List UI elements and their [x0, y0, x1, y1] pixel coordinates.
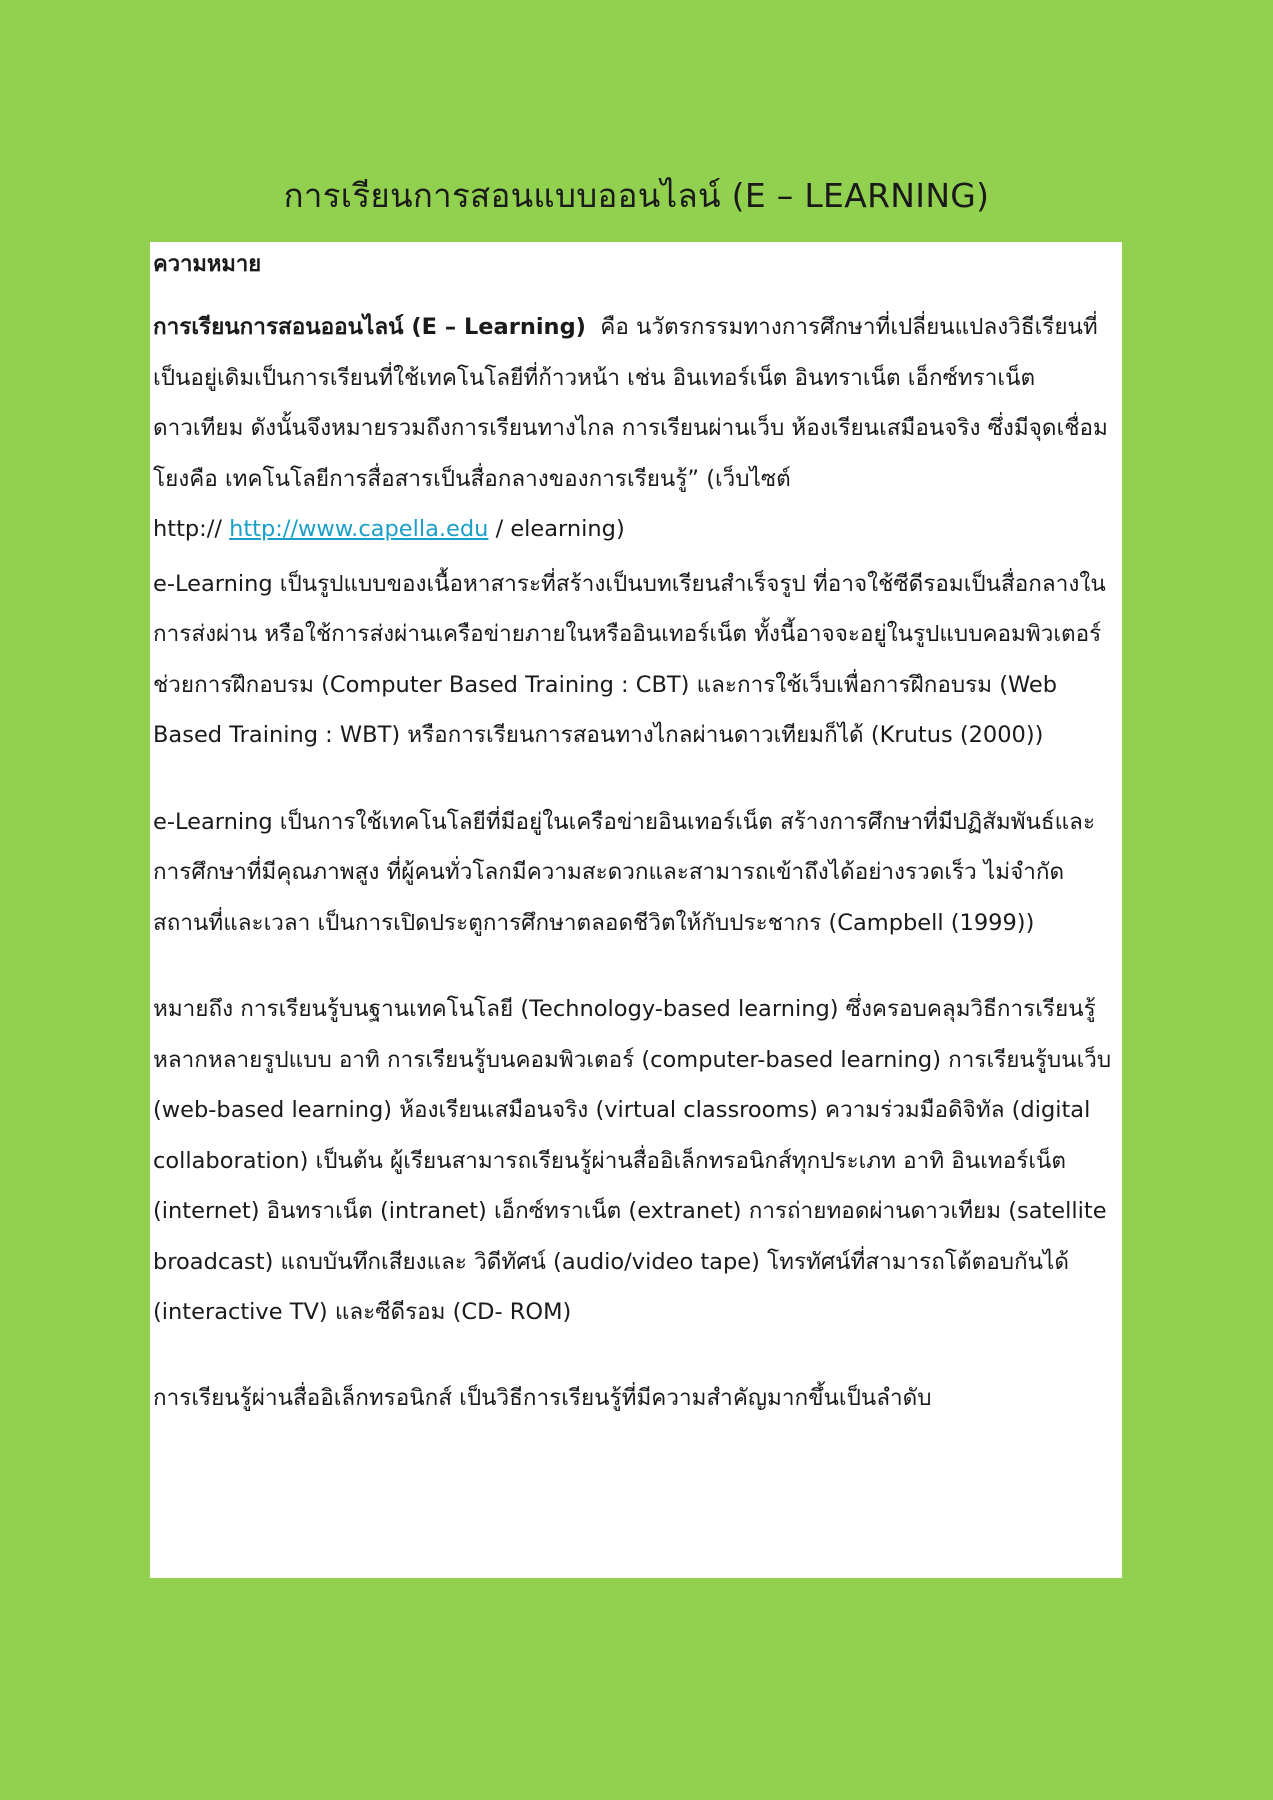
- capella-link[interactable]: http://www.capella.edu: [229, 516, 489, 542]
- section-heading: ความหมาย: [153, 252, 262, 277]
- paragraph-krutus: e-Learning เป็นรูปแบบของเนื้อหาสาระที่สร้างเป็นบทเรียนสำเร็จรูป ที่อาจใช้ซีดีรอมเป็นสื่อกลางในการส่งผ่าน หรือใช้การส่งผ่านเครือข่ายภายในหรืออินเทอร์เน็ต ทั้งนี้อาจจะอยู่ในรูปแบบคอมพิวเตอร์ช่วยการฝึกอบรม (Computer Based Training : CBT) และการใช้เว็บเพื่อการฝึกอบรม (Web Based Training : WBT) หรือการเรียนการสอนทางไกลผ่านดาวเทียมก็ได้ (Krutus (2000)): [153, 570, 1106, 748]
- definition-term: การเรียนการสอนออนไลน์ (E – Learning): [153, 314, 586, 340]
- definition-paragraph: [153, 302, 1114, 555]
- page-title: การเรียนการสอนแบบออนไลน์ (E – LEARNING): [283, 176, 990, 215]
- content-box: [150, 242, 1122, 1578]
- paragraph-campbell: e-Learning เป็นการใช้เทคโนโลยีที่มีอยู่ในเครือข่ายอินเทอร์เน็ต สร้างการศึกษาที่มีปฏิสัมพันธ์และการศึกษาที่มีคุณภาพสูง ที่ผู้คนทั่วโลกมีความสะดวกและสามารถเข้าถึงได้อย่างรวดเร็ว ไม่จำกัดสถานที่และเวลา เป็นการเปิดประตูการศึกษาตลอดชีวิตให้กับประชากร (Campbell (1999)): [153, 808, 1096, 936]
- url-prefix: http://: [153, 516, 222, 542]
- paragraph-electronic-media: การเรียนรู้ผ่านสื่ออิเล็กทรอนิกส์ เป็นวิธีการเรียนรู้ที่มีความสำคัญมากขึ้นเป็นลำดับ: [153, 1384, 932, 1411]
- url-suffix: / elearning): [495, 516, 625, 542]
- paragraph-technology-based: หมายถึง การเรียนรู้บนฐานเทคโนโลยี (Technology-based learning) ซึ่งครอบคลุมวิธีการเรียนรู้หลากหลายรูปแบบ อาทิ การเรียนรู้บนคอมพิวเตอร์ (computer-based learning) การเรียนรู้บนเว็บ (web-based learning) ห้องเรียนเสมือนจริง (virtual classrooms) ความร่วมมือดิจิทัล (digital collaboration) เป็นต้น ผู้เรียนสามารถเรียนรู้ผ่านสื่ออิเล็กทรอนิกส์ทุกประเภท อาทิ อินเทอร์เน็ต (internet) อินทราเน็ต (intranet) เอ็กซ์ทราเน็ต (extranet) การถ่ายทอดผ่านดาวเทียม (satellite broadcast) แถบบันทึกเสียงและ วิดีทัศน์ (audio/video tape) โทรทัศน์ที่สามารถโต้ตอบกันได้ (interactive TV) และซีดีรอม (CD- ROM): [153, 996, 1112, 1325]
- definition-text: คือ นวัตรกรรมทางการศึกษาที่เปลี่ยนแปลงวิธีเรียนที่เป็นอยู่เดิมเป็นการเรียนที่ใช้เทคโนโลยีที่ก้าวหน้า เช่น อินเทอร์เน็ต อินทราเน็ต เอ็กซ์ทราเน็ต ดาวเทียม ดังนั้นจึงหมายรวมถึงการเรียนทางไกล การเรียนผ่านเว็บ ห้องเรียนเสมือนจริง ซึ่งมีจุดเชื่อมโยงคือ เทคโนโลยีการสื่อสารเป็นสื่อกลางของการเรียนรู้” (เว็บไซต์: [153, 314, 1108, 492]
